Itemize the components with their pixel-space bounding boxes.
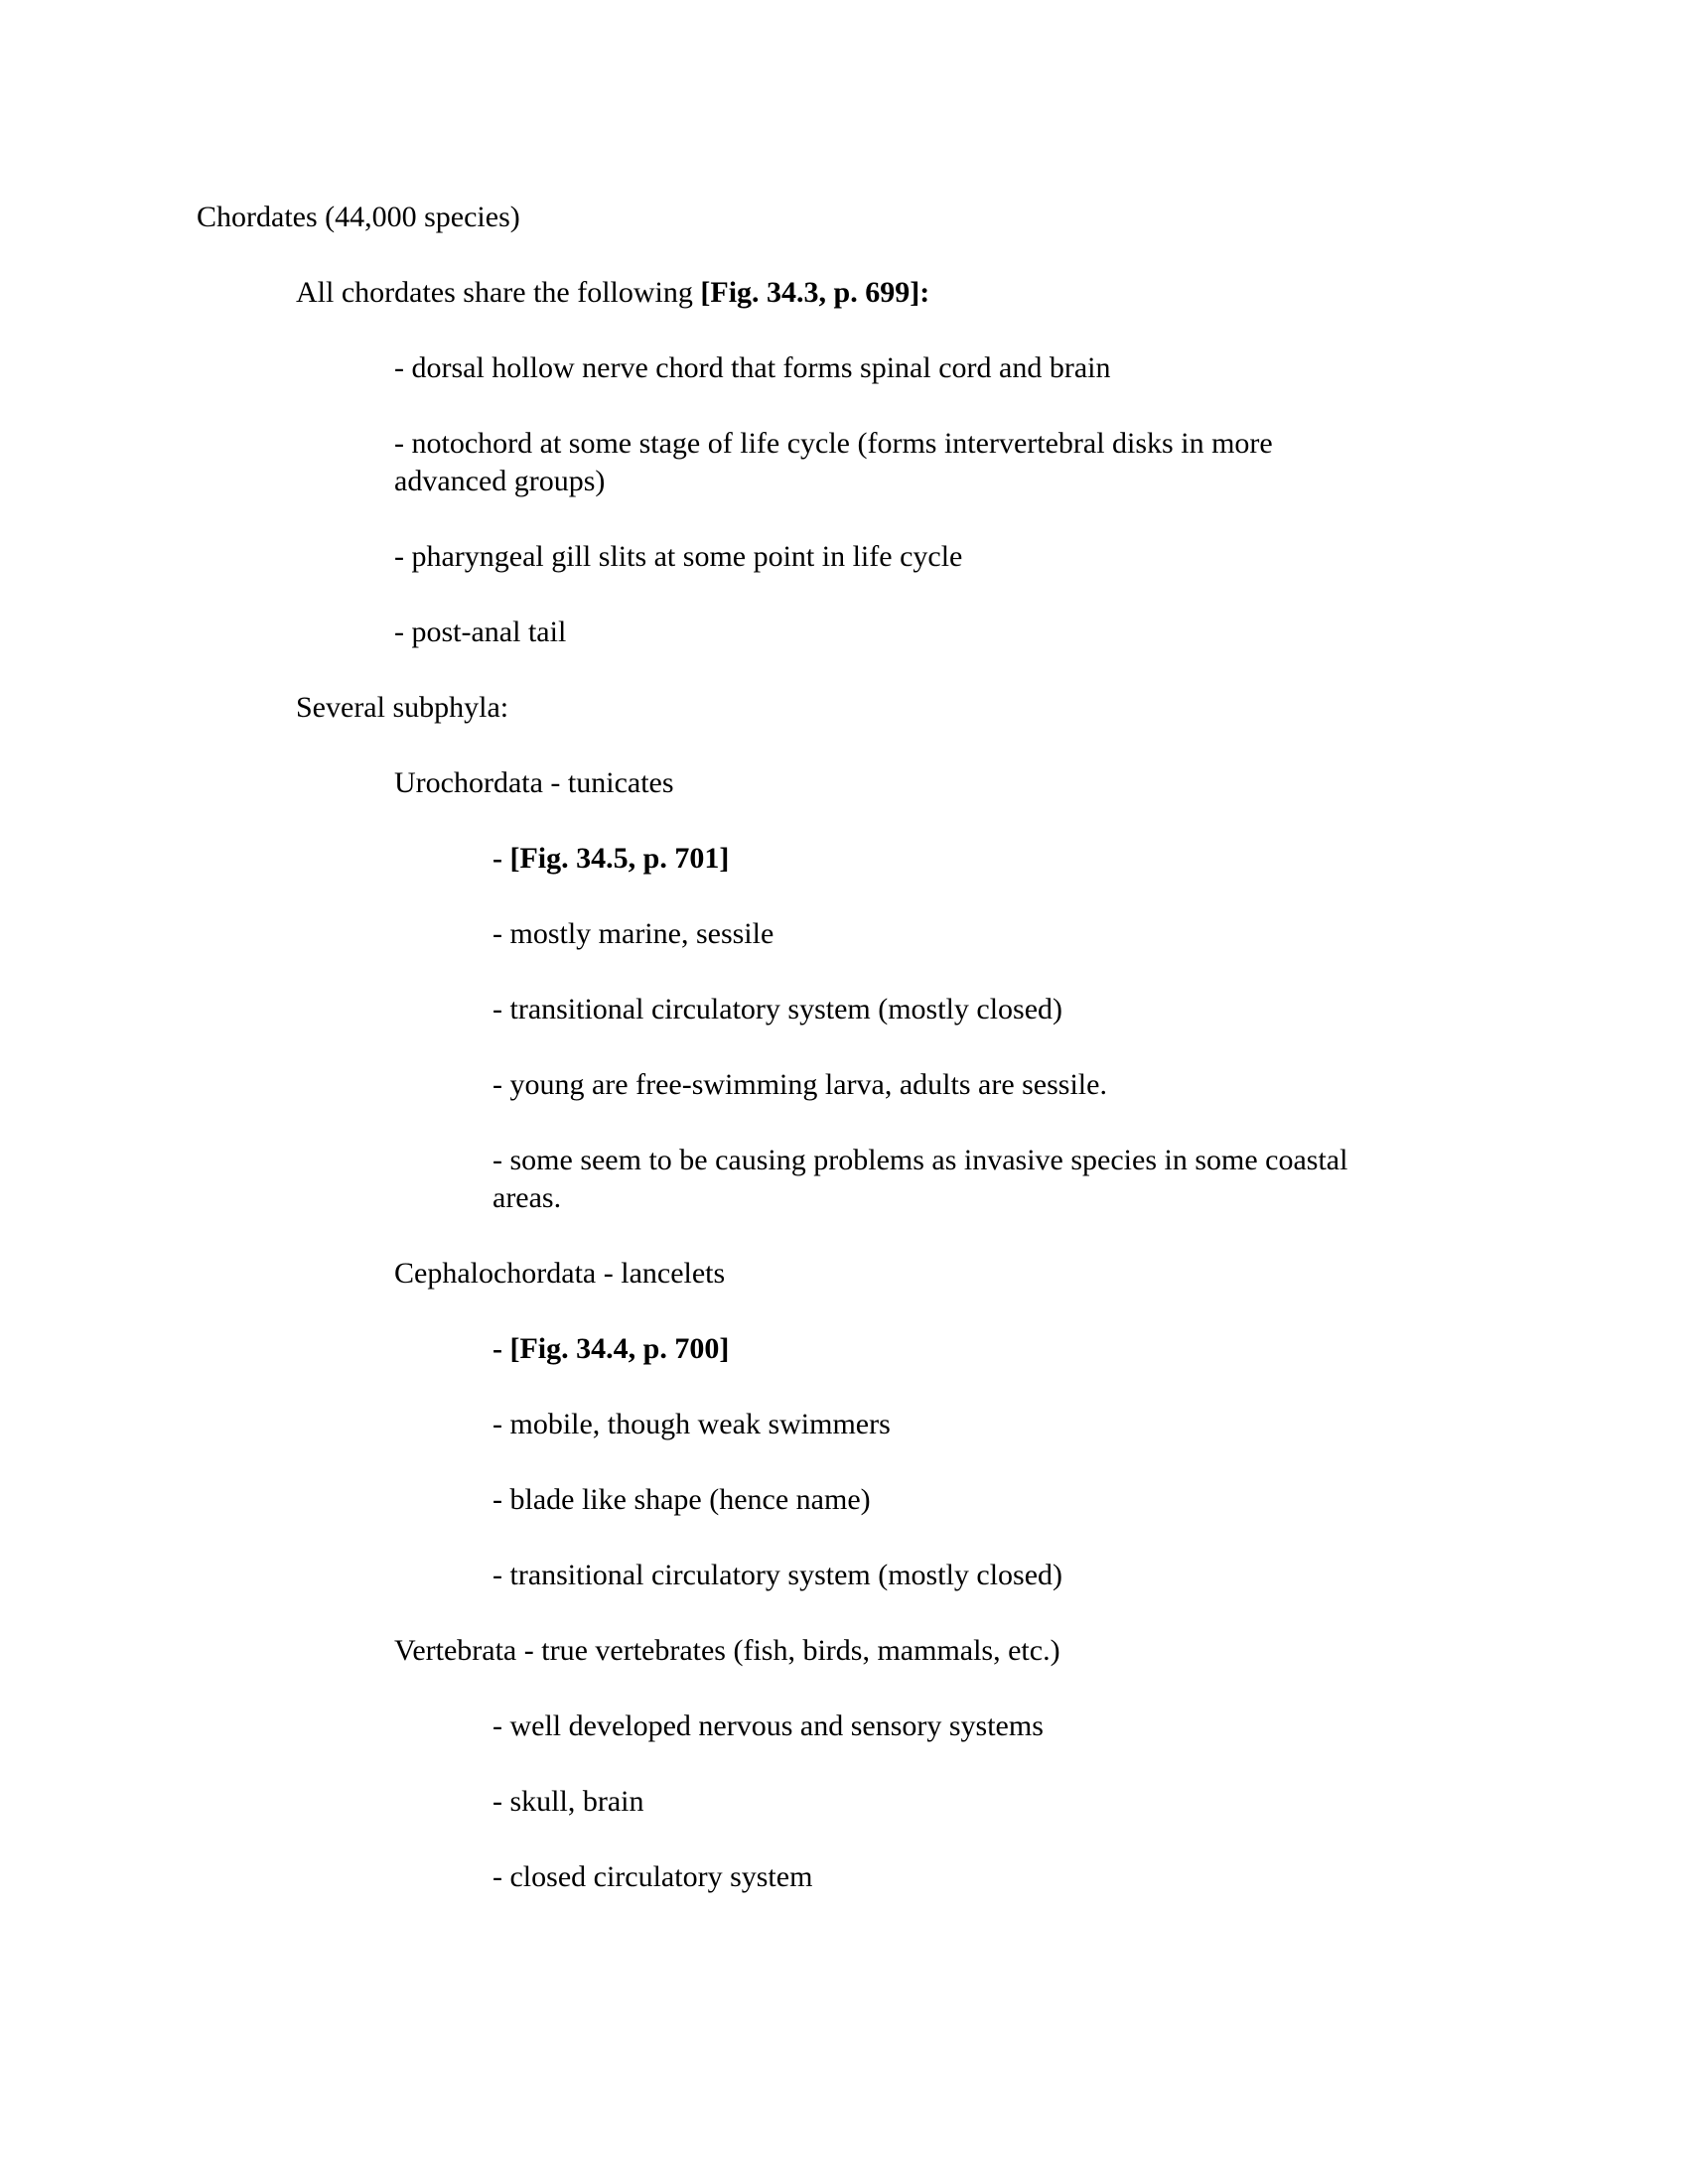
vertebrata-title: Vertebrata - true vertebrates (fish, birds, mammals, etc.) xyxy=(394,1634,1060,1667)
urochordata-title: Urochordata - tunicates xyxy=(394,766,674,799)
cephalochordata-item-circulatory: - transitional circulatory system (mostly closed) xyxy=(492,1559,1063,1591)
cephalochordata-fig-ref: - [Fig. 34.4, p. 700] xyxy=(492,1332,730,1365)
subphyla-heading: Several subphyla: xyxy=(296,691,509,724)
urochordata-item-marine: - mostly marine, sessile xyxy=(492,917,774,950)
cephalochordata-title: Cephalochordata - lancelets xyxy=(394,1257,726,1290)
urochordata-item-invasive: - some seem to be causing problems as invasive species in some coastal xyxy=(492,1144,1348,1176)
cephalochordata-item-shape: - blade like shape (hence name) xyxy=(492,1483,871,1516)
shared-item-tail: - post-anal tail xyxy=(394,615,567,648)
shared-item-gill-slits: - pharyngeal gill slits at some point in life cycle xyxy=(394,540,963,573)
page-heading: Chordates (44,000 species) xyxy=(197,201,520,233)
urochordata-fig-ref: - [Fig. 34.5, p. 701] xyxy=(492,842,730,875)
shared-item-nerve-chord: - dorsal hollow nerve chord that forms spinal cord and brain xyxy=(394,351,1111,384)
urochordata-item-larva: - young are free-swimming larva, adults are sessile. xyxy=(492,1068,1107,1101)
shared-intro-text: All chordates share the following xyxy=(296,276,701,309)
shared-item-notochord-cont: advanced groups) xyxy=(394,465,606,497)
urochordata-item-invasive-cont: areas. xyxy=(492,1181,562,1214)
shared-fig-ref: [Fig. 34.3, p. 699]: xyxy=(700,276,930,309)
shared-item-notochord: - notochord at some stage of life cycle (forms intervertebral disks in more xyxy=(394,427,1273,460)
urochordata-item-circulatory: - transitional circulatory system (mostly closed) xyxy=(492,993,1063,1025)
shared-features-intro xyxy=(296,274,929,312)
vertebrata-item-circulatory: - closed circulatory system xyxy=(492,1860,813,1893)
vertebrata-item-skull: - skull, brain xyxy=(492,1785,644,1818)
cephalochordata-item-mobile: - mobile, though weak swimmers xyxy=(492,1408,891,1440)
vertebrata-item-nervous: - well developed nervous and sensory systems xyxy=(492,1709,1044,1742)
